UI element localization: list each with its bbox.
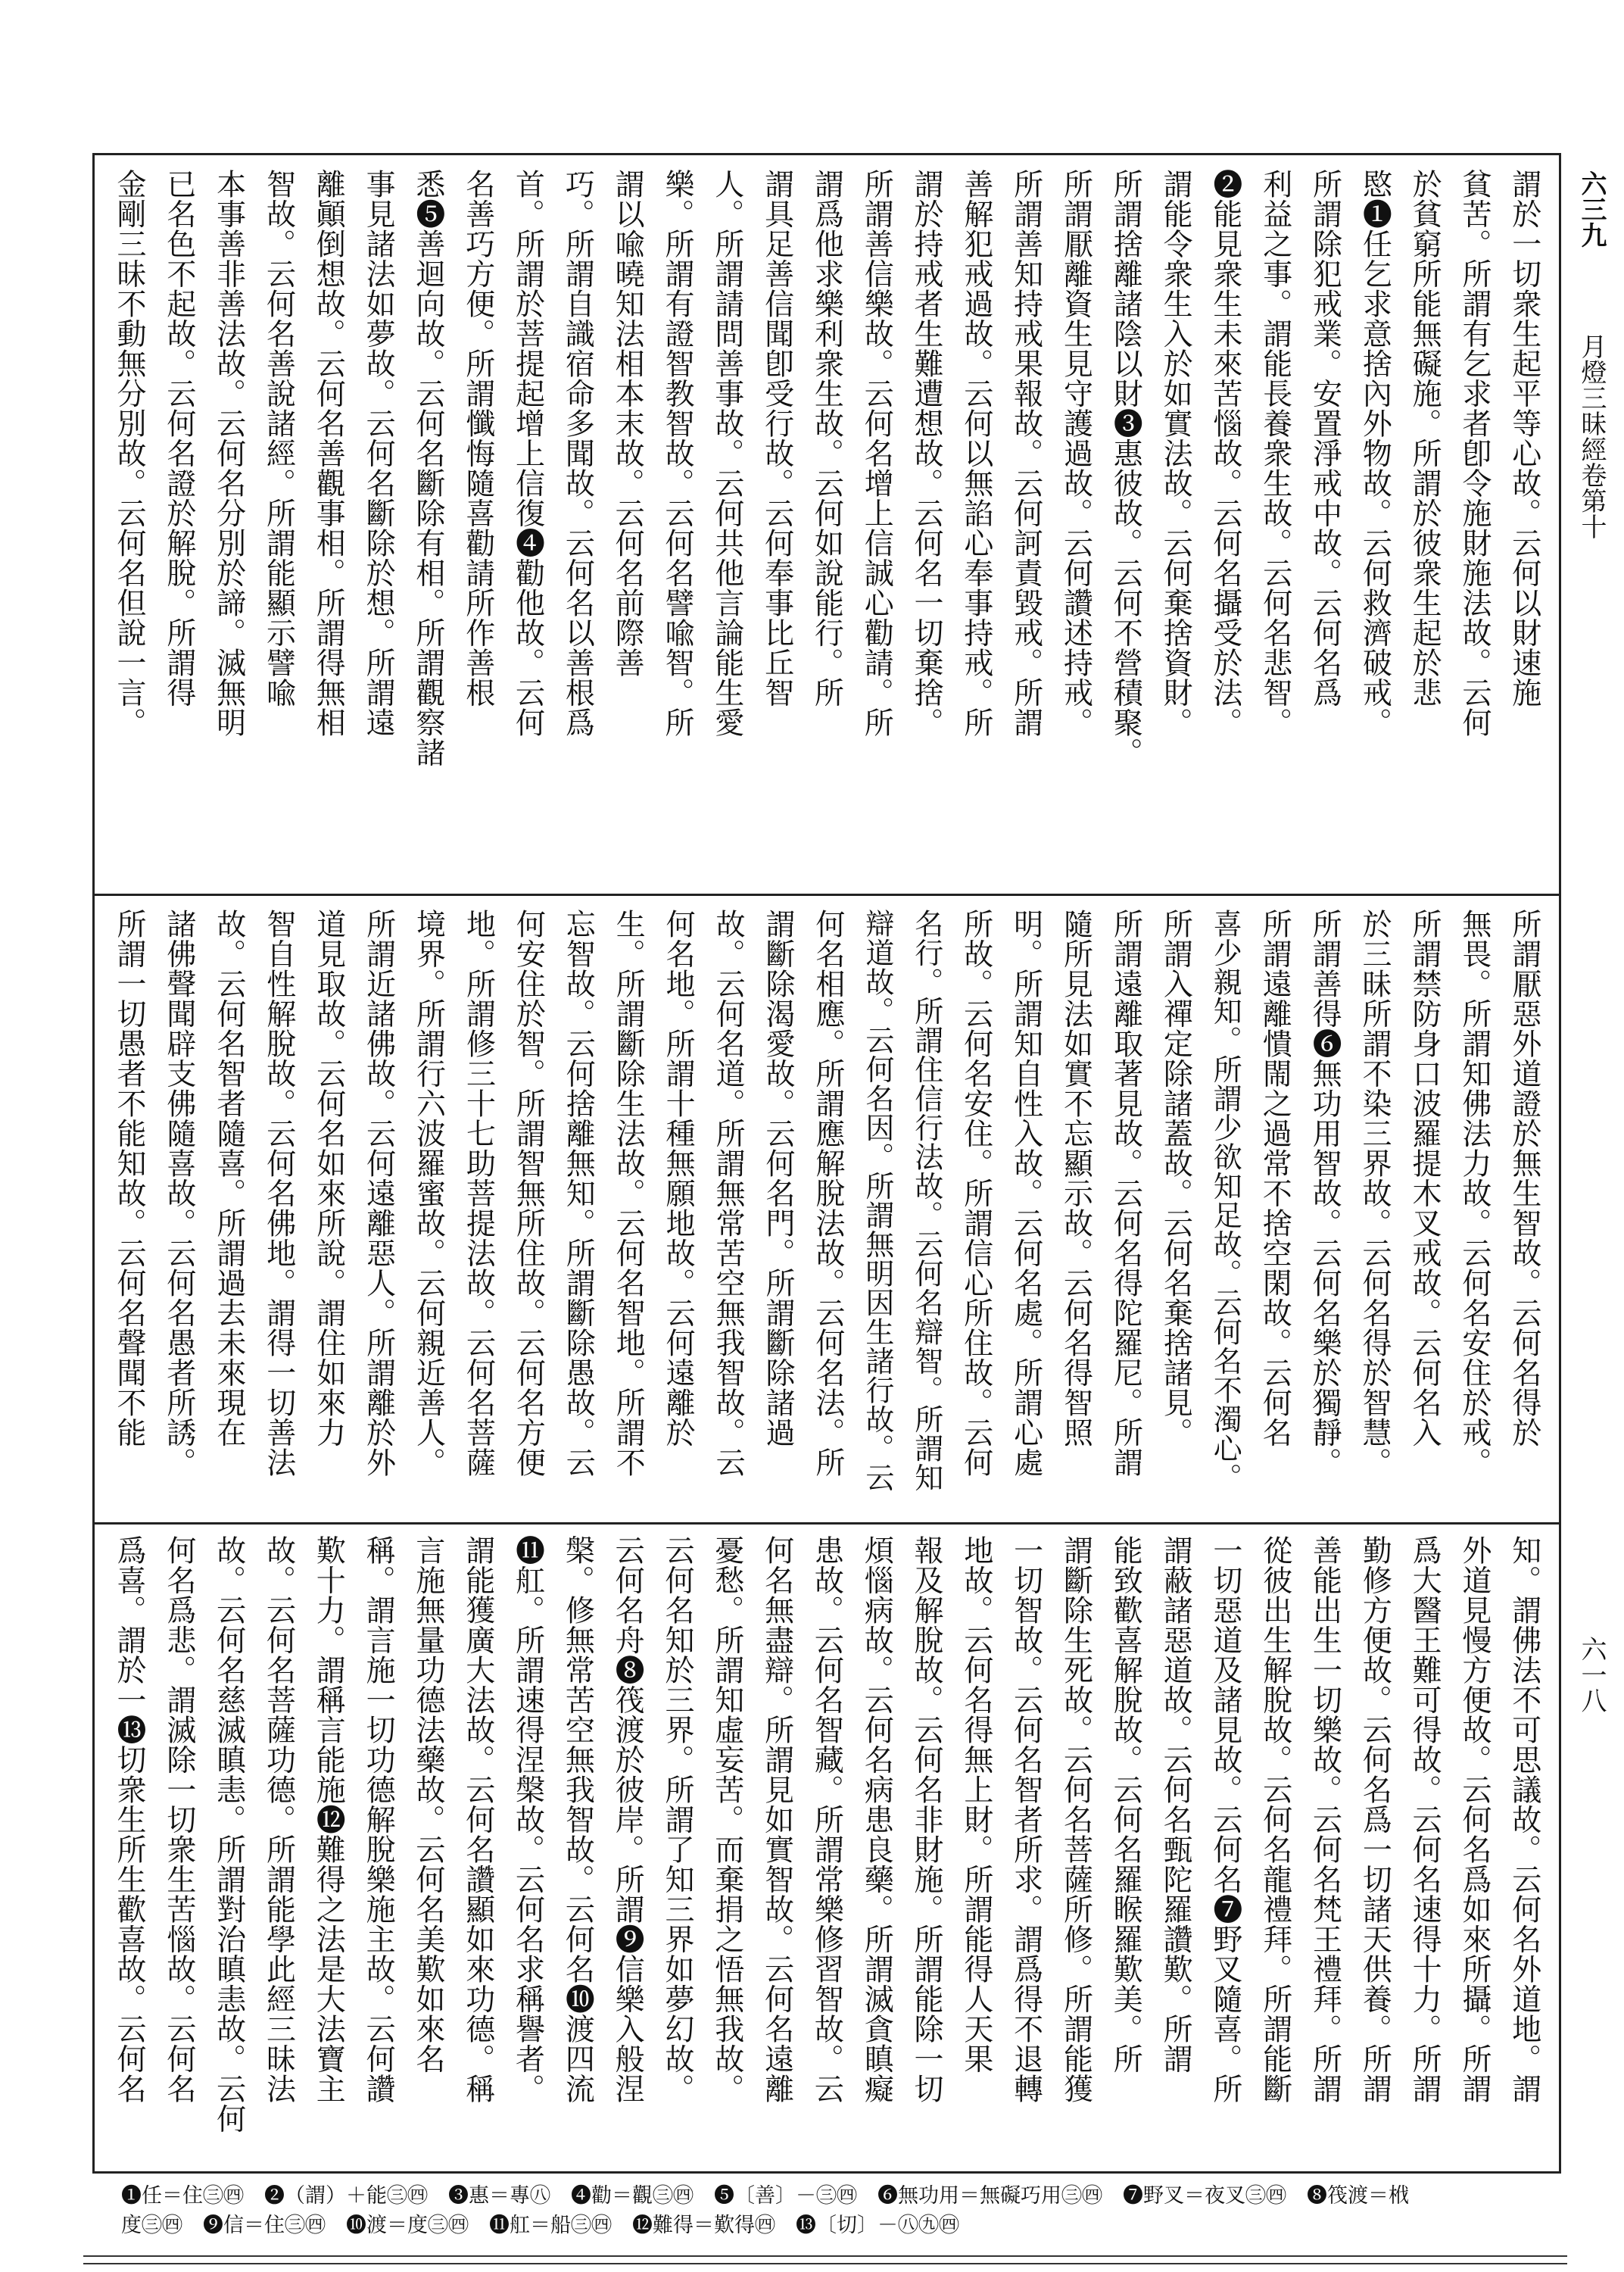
text-column: 地。所謂修三十七助菩提法故。云何名菩薩 [461,909,496,1478]
side-page-number: 六一八 [1576,1636,1607,1713]
text-column: 報及解脫故。云何名非財施。所謂能除一切 [909,1535,943,2104]
register-divider [95,1522,1559,1525]
text-column: 諸佛聲聞辟支佛隨喜故。云何名愚者所誘。 [161,909,196,1478]
text-column: 利益之事。謂能長養衆生故。云何名悲智。 [1258,169,1292,738]
text-column: 憂愁。所謂知虛妄苦。而棄捐之悟無我故。 [709,1535,744,2104]
text-column: 名行。所謂住信行法故。云何名辯智。所謂知 [909,909,943,1492]
text-column: 故。云何名慈滅瞋恚。所謂對治瞋恚故。云何 [211,1535,246,2133]
text-column: 於三昧所謂不染三界故。云何名得於智慧。 [1357,909,1392,1478]
running-title: 月燈三昧經卷第十 [1576,333,1607,539]
text-column: 何名爲悲。謂滅除一切衆生苦惱故。云何名 [161,1535,196,2104]
text-column: 謂斷除生死故。云何名菩薩所修。所謂能獲 [1058,1535,1093,2104]
text-column: 謂於一切衆生起平等心故。云何以財速施 [1507,169,1541,707]
register-divider [95,894,1559,896]
text-column: 所謂厭離資生見守護過故。云何讚述持戒。 [1058,169,1093,738]
text-column: 境界。所謂行六波羅蜜故。云何親近善人。 [411,909,446,1478]
text-column: 智自性解脫故。云何名佛地。謂得一切善法 [261,909,296,1478]
page-number: 六三九 [1576,170,1607,248]
text-column: 所謂捨離諸陰以財❸惠彼故。云何不營積聚。 [1108,169,1143,767]
text-column: 善解犯戒過故。云何以無諂心奉事持戒。所 [959,169,993,738]
text-column: 隨所見法如實不忘顯示故。云何名得智照 [1058,909,1093,1447]
text-column: 無畏。所謂知佛法力故。云何名安住於戒。 [1457,909,1492,1478]
text-register-lower [114,1535,1539,2160]
text-column: 謂具足善信聞卽受行故。云何奉事比丘智 [759,169,794,707]
bottom-rule [83,2255,1567,2257]
text-column: 言施無量功德法藥故。云何名美歎如來名 [410,1535,445,2074]
text-column: ❷能見衆生未來苦惱故。云何名攝受於法。 [1208,169,1242,738]
text-column: 道見取故。云何名如來所說。謂住如來力 [311,909,346,1447]
text-column: 所謂善信樂故。云何名增上信誠心勸請。所 [859,169,894,738]
text-column: 忘智故。云何捨離無知。所謂斷除愚故。云 [561,909,596,1478]
footnote-line: 度㊂㊃ ❾信＝住㊂㊃ ❿渡＝度㊂㊃ ⓫舡＝船㊂㊃ ⓬難得＝歎得㊃ ⓭〔切〕－㊇㊈㊃ [121,2214,959,2237]
footnote-line: ❶任＝住㊂㊃ ❷（謂）＋能㊂㊃ ❸惠＝專㊇ ❹勸＝觀㊂㊃ ❺〔善〕－㊂㊃ ❻無功用＝無礙巧用㊂㊃ ❼野叉＝夜叉㊂㊃ ❽筏渡＝栰 [121,2184,1409,2208]
text-column: 所謂善知持戒果報故。云何訶責毀戒。所謂 [1008,169,1043,738]
text-column: 善能出生一切樂故。云何名梵王禮拜。所謂 [1308,1535,1342,2104]
text-column: 何名無盡辯。所謂見如實智故。云何名遠離 [759,1535,794,2104]
text-column: 知。謂佛法不可思議故。云何名外道地。謂 [1507,1535,1541,2104]
text-column: 謂能令衆生入於如實法故。云何棄捨資財。 [1158,169,1193,738]
text-column: 所謂遠離憒閙之過常不捨空閑故。云何名 [1258,909,1292,1447]
text-column: 智故。云何名善說諸經。所謂能顯示譬喩 [261,169,296,707]
text-column: 樂。所謂有證智教智故。云何名譬喩智。所 [659,169,694,738]
text-column: 愍❶任乞求意捨內外物故。云何救濟破戒。 [1357,169,1392,738]
text-column: 謂於持戒者生難遭想故。云何名一切棄捨。 [909,169,943,738]
text-column: 能致歡喜解脫故。云何名羅睺羅歎美。所 [1108,1535,1143,2074]
text-column: 人。所謂請問善事故。云何共他言論能生愛 [709,169,744,738]
text-column: 外道見慢方便故。云何名爲如來所攝。所謂 [1457,1535,1492,2104]
text-column: 爲喜。謂於一⓭切衆生所生歡喜故。云何名 [112,1535,146,2104]
text-column: 明。所謂知自性入故。云何名處。所謂心處 [1008,909,1043,1478]
text-column: 故。云何名智者隨喜。所謂過去未來現在 [211,909,246,1447]
text-column: 槃。修無常苦空無我智故。云何名❿渡四流 [560,1535,595,2104]
text-column: 本事善非善法故。云何名分別於諦。滅無明 [211,169,246,738]
text-column: 謂斷除渴愛故。云何名門。所謂斷除諸過 [760,909,795,1447]
text-column: 離顚倒想故。云何名善觀事相。所謂得無相 [311,169,346,738]
text-column: 何名相應。所謂應解脫法故。云何名法。所 [810,909,845,1478]
text-column: 何安住於智。所謂智無所住故。云何名方便 [511,909,546,1478]
text-column: 地故。云何名得無上財。所謂能得人天果 [959,1535,993,2074]
text-register-upper [114,169,1539,881]
text-column: 謂以喩曉知法相本末故。云何名前際善 [610,169,645,678]
text-column: 事見諸法如夢故。云何名斷除於想。所謂遠 [361,169,396,738]
text-column: 名善巧方便。所謂懺悔隨喜勸請所作善根 [460,169,495,707]
text-column: 貧苦。所謂有乞求者卽令施財施法故。云何 [1457,169,1492,738]
text-column: 悉❺善迴向故。云何名斷除有相。所謂觀察諸 [410,169,445,767]
text-column: 金剛三昧不動無分別故。云何名但說一言。 [112,169,146,738]
text-column: 所謂除犯戒業。安置淨戒中故。云何名爲 [1308,169,1342,707]
text-column: 故。云何名道。所謂無常苦空無我智故。云 [711,909,746,1478]
text-register-middle [114,909,1539,1507]
text-column: 煩惱病故。云何名病患良藥。所謂滅貪瞋癡 [859,1535,894,2104]
text-column: 巧。所謂自識宿命多聞故。云何名以善根爲 [560,169,595,738]
text-column: 謂爲他求樂利衆生故。云何如說能行。所 [809,169,844,707]
bottom-rule [83,2263,1567,2264]
text-column: 所故。云何名安住。所謂信心所住故。云何 [959,909,993,1478]
text-column: 何名地。所謂十種無願地故。云何遠離於 [661,909,696,1447]
text-column: 所謂遠離取著見故。云何名得陀羅尼。所謂 [1108,909,1143,1478]
text-column: 所謂禁防身口波羅提木叉戒故。云何名入 [1407,909,1442,1447]
text-column: 喜少親知。所謂少欲知足故。云何名不濁心。 [1208,909,1242,1492]
text-column: 所謂厭惡外道證於無生智故。云何名得於 [1507,909,1541,1447]
text-column: 謂能獲廣大法故。云何名讚顯如來功德。稱 [460,1535,495,2104]
text-column: 云何名舟❽筏渡於彼岸。所謂❾信樂入般涅 [610,1535,645,2104]
text-column: 故。云何名菩薩功德。所謂能學此經三昧法 [261,1535,296,2104]
text-column: 首。所謂於菩提起增上信復❹勸他故。云何 [510,169,545,738]
text-column: 謂蔽諸惡道故。云何名甄陀羅讚歎。所謂 [1158,1535,1193,2074]
text-column: 所謂近諸佛故。云何遠離惡人。所謂離於外 [361,909,396,1478]
text-column: ⓫舡。所謂速得涅槃故。云何名求稱譽者。 [510,1535,545,2104]
text-column: 患故。云何名智藏。所謂常樂修習智故。云 [809,1535,844,2104]
text-column: 辯道故。云何名因。所謂無明因生諸行故。云 [860,909,894,1492]
text-column: 一切智故。云何名智者所求。謂爲得不退轉 [1008,1535,1043,2104]
text-column: 爲大醫王難可得故。云何名速得十力。所謂 [1407,1535,1442,2104]
text-column: 稱。謂言施一切功德解脫樂施主故。云何讚 [361,1535,396,2104]
text-column: 勤修方便故。云何名爲一切諸天供養。所謂 [1357,1535,1392,2104]
text-column: 云何名知於三界。所謂了知三界如夢幻故。 [659,1535,694,2104]
text-column: 一切惡道及諸見故。云何名❼野叉隨喜。所 [1208,1535,1242,2104]
text-column: 所謂一切愚者不能知故。云何名聲聞不能 [112,909,146,1447]
text-column: 生。所謂斷除生法故。云何名智地。所謂不 [611,909,646,1478]
text-column: 歎十力。謂稱言能施⓬難得之法是大法寶主 [311,1535,346,2104]
text-column: 於貧窮所能無礙施。所謂於彼衆生起於悲 [1407,169,1442,707]
text-column: 所謂善得❻無功用智故。云何名樂於獨靜。 [1308,909,1342,1478]
text-column: 已名色不起故。云何名證於解脫。所謂得 [161,169,196,707]
text-frame [92,153,1561,2174]
text-column: 從彼出生解脫故。云何名龍禮拜。所謂能斷 [1258,1535,1292,2104]
text-column: 所謂入禪定除諸蓋故。云何名棄捨諸見。 [1158,909,1193,1447]
